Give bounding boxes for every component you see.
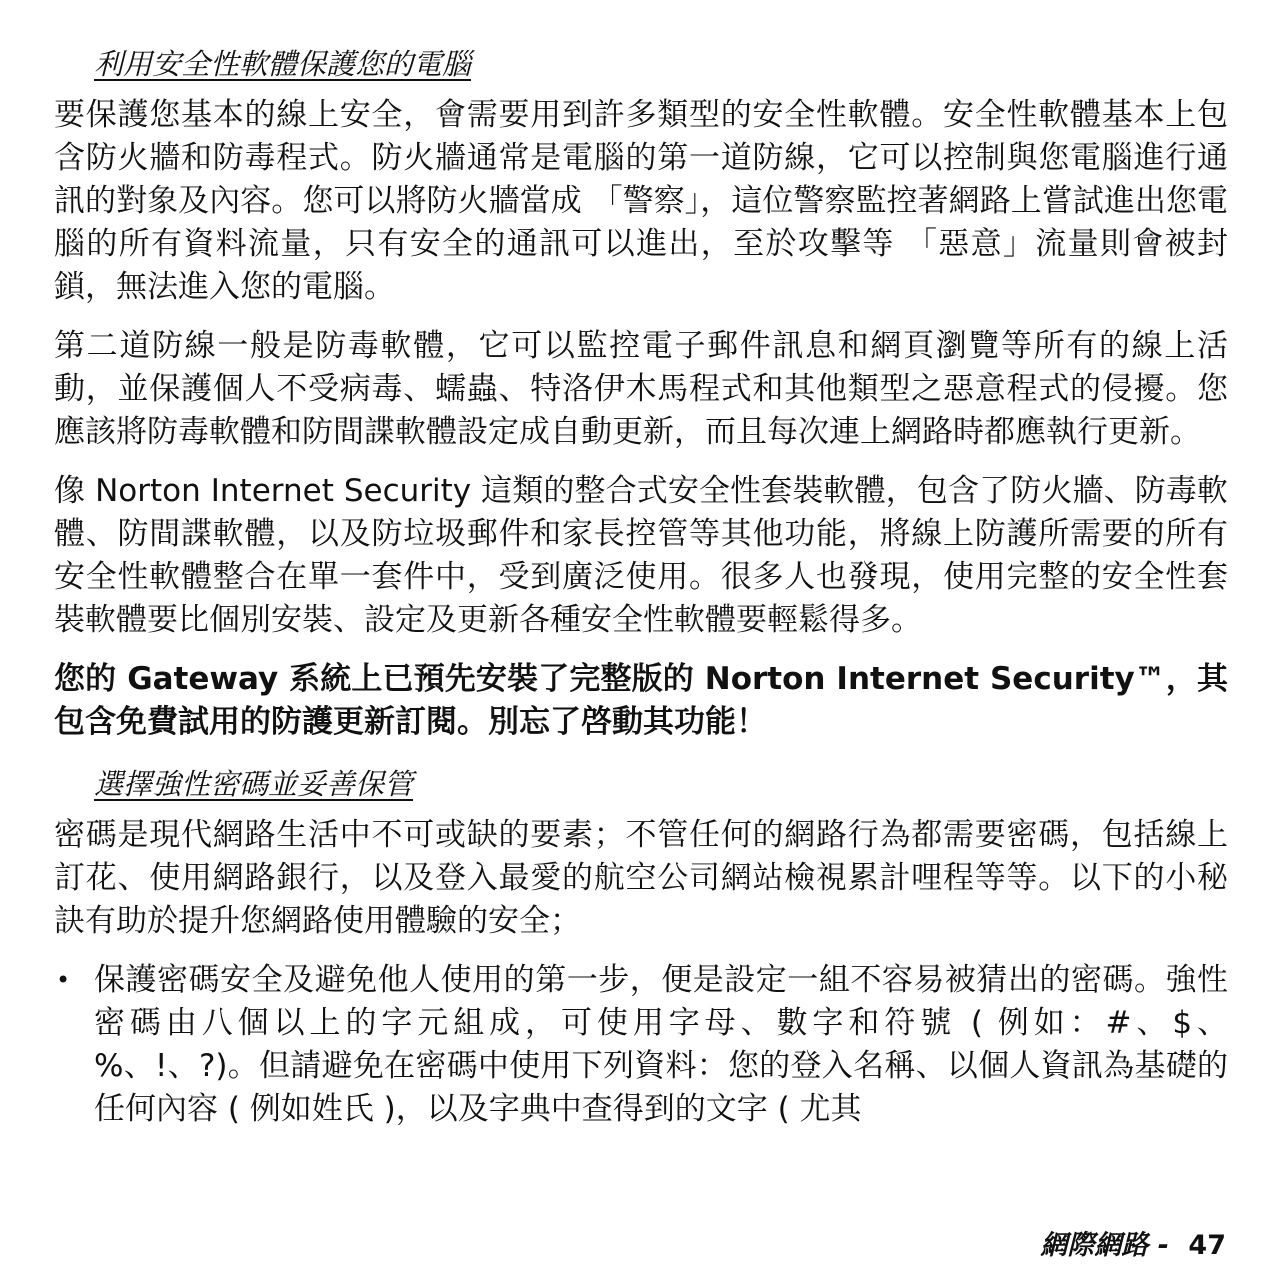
section-heading-security-software: 利用安全性軟體保護您的電腦 (94, 47, 472, 81)
paragraph-passwords-intro: 密碼是現代網路生活中不可或缺的要素；不管任何的網路行為都需要密碼，包括線上訂花、使用網路銀行，以及登入最愛的航空公司網站檢視累計哩程等等。以下的小秘訣有助於提升您網路使用體驗的安全； (54, 817, 1228, 939)
document-page (54, 44, 1228, 1131)
page-number: 47 (1188, 1230, 1226, 1261)
bullet-icon: • (56, 966, 71, 994)
list-item-text: 保護密碼安全及避免他人使用的第一步，便是設定一組不容易被猜出的密碼。強性密碼由八個以上的字元組成，可使用字母、數字和符號 ( 例如：#、$、%、!、?)。但請避免在密碼中使用下列資料：您的登入名稱、以個人資訊為基礎的任何內容 ( 例如姓氏 )，以及字典中查得到的文字 ( 尤其 (94, 962, 1228, 1127)
list-item (54, 959, 1228, 1131)
paragraph-norton-notice: 您的 Gateway 系統上已預先安裝了完整版的 Norton Internet Security™，其包含免費試用的防護更新訂閱。別忘了啓動其功能！ (54, 661, 1228, 740)
footer-section-label: 網際網路 - (1040, 1230, 1170, 1261)
page-footer (1040, 1226, 1226, 1266)
paragraph-security-suite: 像 Norton Internet Security 這類的整合式安全性套裝軟體，包含了防火牆、防毒軟體、防間諜軟體，以及防垃圾郵件和家長控管等其他功能，將線上防護所需要的所有安全性軟體整合在單一套件中，受到廣泛使用。很多人也發現，使用完整的安全性套裝軟體要比個別安裝、設定及更新各種安全性軟體要輕鬆得多。 (54, 473, 1228, 638)
section-heading-strong-passwords: 選擇強性密碼並妥善保管 (94, 767, 414, 801)
paragraph-antivirus: 第二道防線一般是防毒軟體，它可以監控電子郵件訊息和網頁瀏覽等所有的線上活動，並保護個人不受病毒、蠕蟲、特洛伊木馬程式和其他類型之惡意程式的侵擾。您應該將防毒軟體和防間諜軟體設定成自動更新，而且每次連上網路時都應執行更新。 (54, 328, 1228, 450)
password-tips-list (54, 959, 1228, 1131)
paragraph-security-basics: 要保護您基本的線上安全，會需要用到許多類型的安全性軟體。安全性軟體基本上包含防火牆和防毒程式。防火牆通常是電腦的第一道防線，它可以控制與您電腦進行通訊的對象及內容。您可以將防火牆當成 「警察」，這位警察監控著網路上嘗試進出您電腦的所有資料流量，只有安全的通訊可以進出，至於攻擊等 「惡意」流量則會被封鎖，無法進入您的電腦。 (54, 97, 1228, 305)
